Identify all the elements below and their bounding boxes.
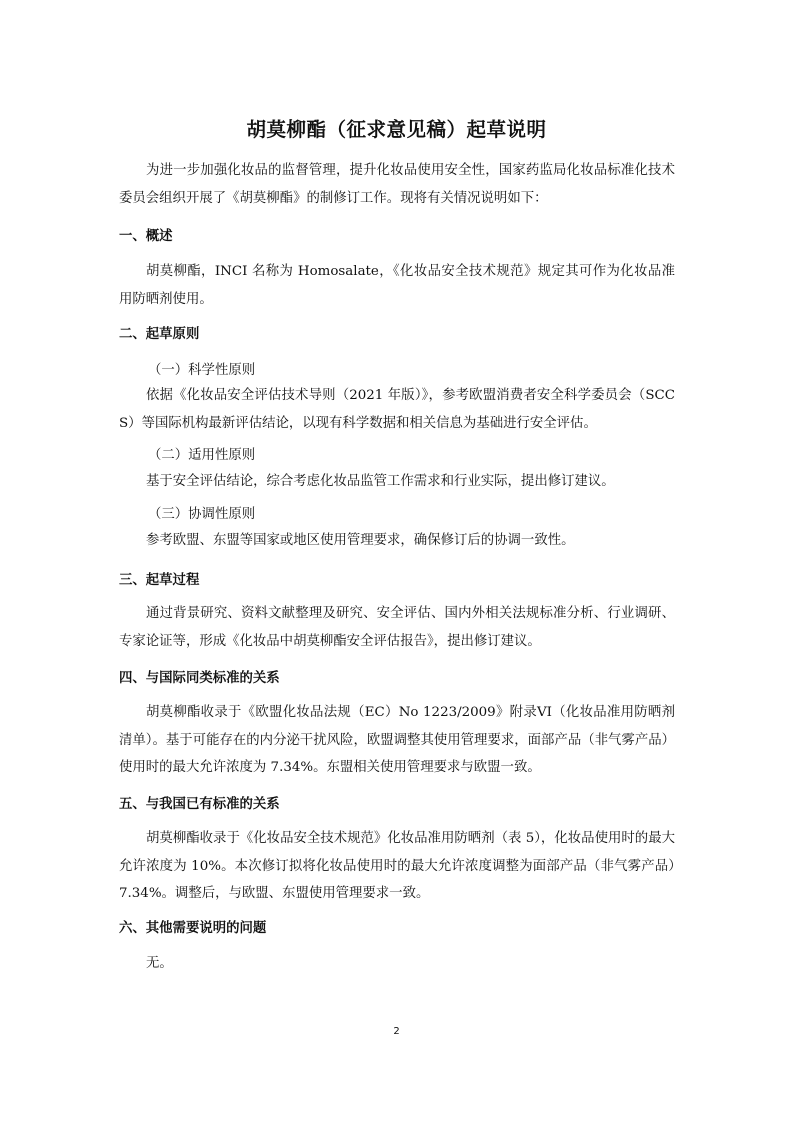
- overview-paragraph: 胡莫柳酯，INCI 名称为 Homosalate，《化妆品安全技术规范》规定其可作为化妆品准用防晒剂使用。: [119, 264, 675, 307]
- section-heading-principles: 二、起草原则: [119, 327, 200, 342]
- section-heading-domestic: 五、与我国已有标准的关系: [119, 797, 280, 812]
- principle-text-applicability: 基于安全评估结论，综合考虑化妆品监管工作需求和行业实际，提出修订建议。: [146, 474, 615, 489]
- section-heading-overview: 一、概述: [119, 229, 173, 244]
- principle-text-coordination: 参考欧盟、东盟等国家或地区使用管理要求，确保修订后的协调一致性。: [146, 533, 575, 548]
- principle-label-scientific: （一）科学性原则: [148, 363, 256, 378]
- page-number: 2: [393, 1026, 400, 1037]
- international-paragraph: 胡莫柳酯收录于《欧盟化妆品法规（EC）No 1223/2009》附录VI（化妆品准用防晒剂清单）。基于可能存在的内分泌干扰风险，欧盟调整其使用管理要求，面部产品（非气雾产品）使用时的最大允许浓度为 7.34%。东盟相关使用管理要求与欧盟一致。: [119, 705, 675, 775]
- principle-label-applicability: （二）适用性原则: [148, 448, 256, 463]
- document-title: 胡莫柳酯（征求意见稿）起草说明: [246, 118, 547, 141]
- process-paragraph: 通过背景研究、资料文献整理及研究、安全评估、国内外相关法规标准分析、行业调研、专家论证等，形成《化妆品中胡莫柳酯安全评估报告》，提出修订建议。: [119, 606, 675, 649]
- section-heading-international: 四、与国际同类标准的关系: [119, 671, 280, 686]
- section-heading-process: 三、起草过程: [119, 573, 200, 588]
- section-heading-other: 六、其他需要说明的问题: [119, 921, 267, 936]
- other-paragraph: 无。: [146, 956, 173, 971]
- intro-paragraph: 为进一步加强化妆品的监督管理，提升化妆品使用安全性，国家药监局化妆品标准化技术委员会组织开展了《胡莫柳酯》的制修订工作。现将有关情况说明如下：: [119, 163, 675, 206]
- domestic-paragraph: 胡莫柳酯收录于《化妆品安全技术规范》化妆品准用防晒剂（表 5），化妆品使用时的最大允许浓度为 10%。本次修订拟将化妆品使用时的最大允许浓度调整为面部产品（非气雾产品）7.34%。调整后，与欧盟、东盟使用管理要求一致。: [119, 831, 675, 901]
- principle-text-scientific: 依据《化妆品安全评估技术导则（2021 年版）》，参考欧盟消费者安全科学委员会（SCCS）等国际机构最新评估结论，以现有科学数据和相关信息为基础进行安全评估。: [119, 388, 675, 431]
- principle-label-coordination: （三）协调性原则: [148, 507, 256, 522]
